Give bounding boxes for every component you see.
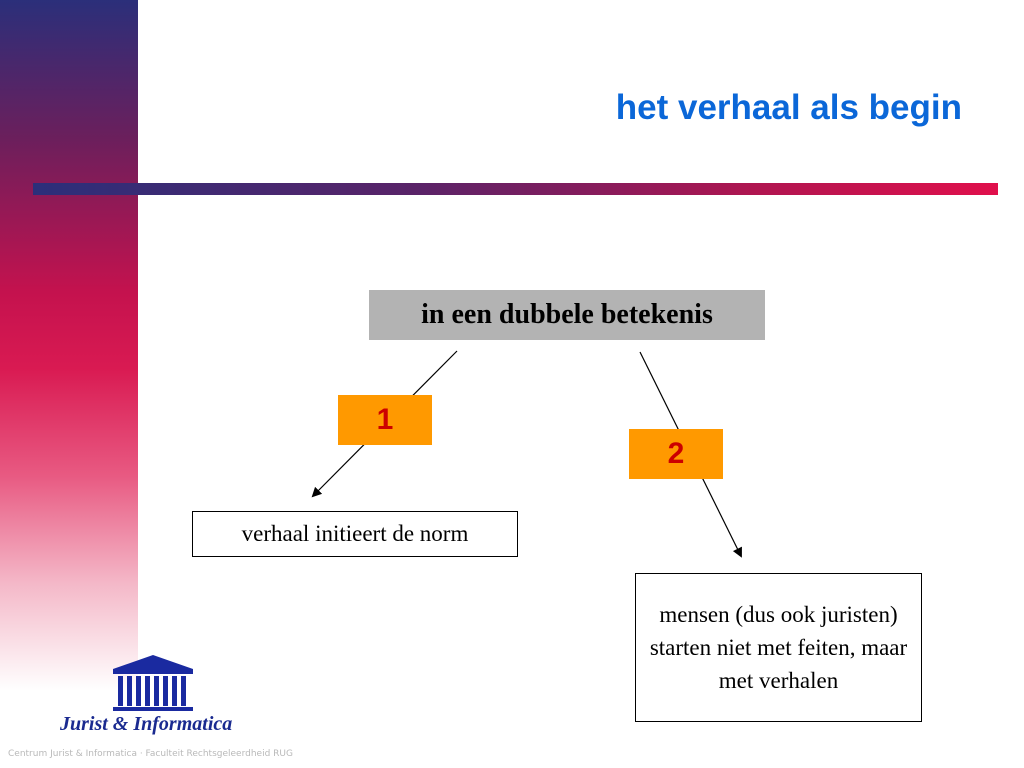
double-meaning-box: in een dubbele betekenis (369, 290, 765, 340)
branch-1-badge: 1 (338, 395, 432, 445)
slide-title: het verhaal als begin (615, 88, 962, 127)
outcome-1-text: verhaal initieert de norm (241, 521, 469, 546)
outcome-2-text: mensen (dus ook juristen) starten niet met feiten, maar met verhalen (649, 602, 908, 693)
outcome-1-box (192, 511, 518, 557)
outcome-2-box (635, 573, 922, 722)
footer-text: Centrum Jurist & Informatica · Faculteit Rechtsgeleerdheid RUG (8, 749, 293, 759)
logo-wordmark: Jurist & Informatica (60, 713, 233, 735)
branch-2-badge: 2 (629, 429, 723, 479)
